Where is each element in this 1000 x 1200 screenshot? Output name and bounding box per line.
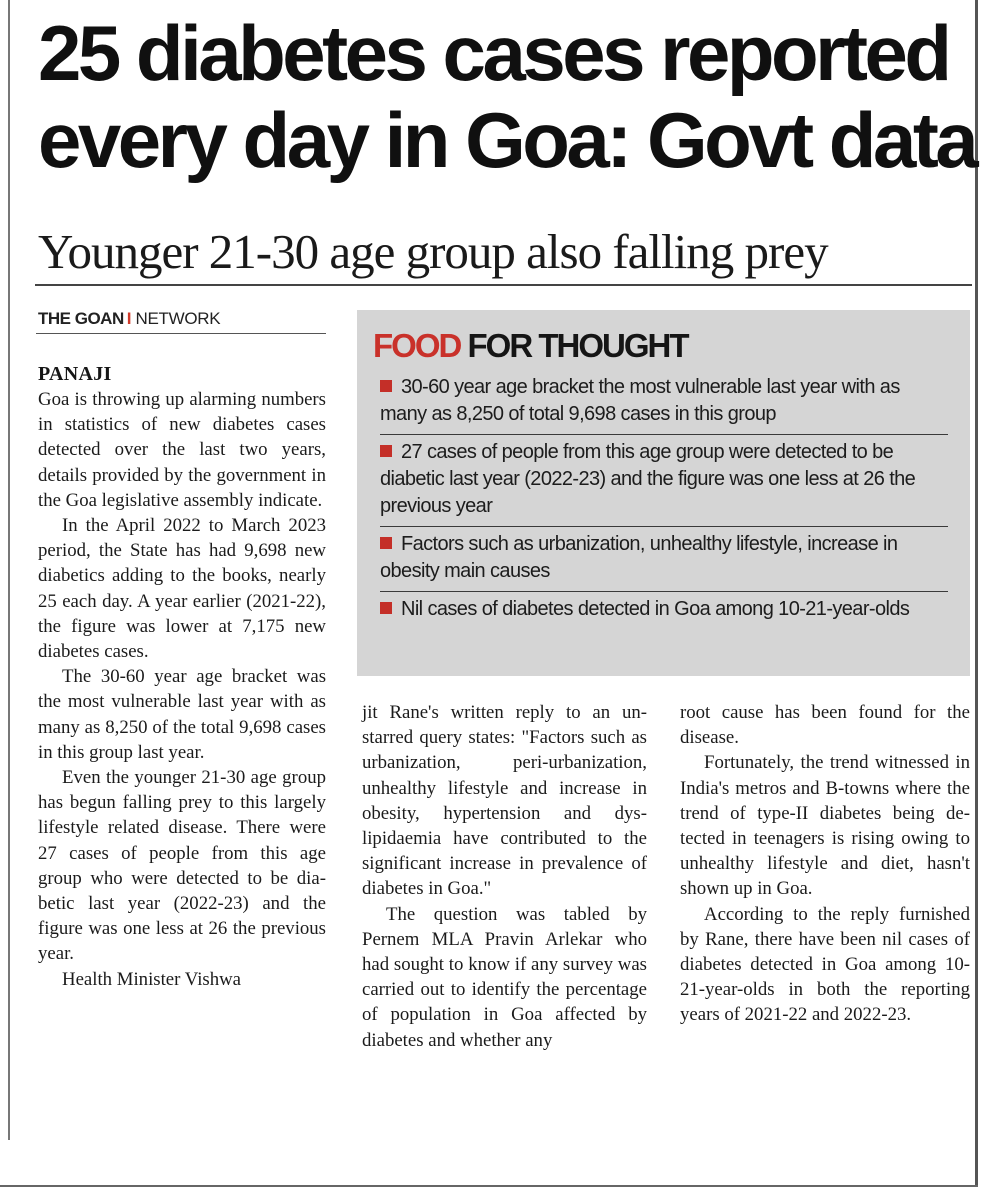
factbox-item (380, 527, 948, 592)
dateline: PANAJI (38, 363, 112, 385)
factbox-item-text: Factors such as urbanization, unhealthy lifestyle, increase in obesity main causes (380, 533, 898, 582)
page-frame-bottom (0, 1185, 978, 1187)
factbox-title-accent: FOOD (373, 327, 461, 364)
headline (38, 10, 978, 184)
paragraph: Even the younger 21-30 age group has begun falling prey to this largely lifestyle related disease. There were 27 cases of people from this age group who were detected to be diabetic last year (2022-23) and the figure was one less at 26 the previous year. (38, 767, 326, 965)
byline-separator: I (126, 309, 132, 328)
paragraph: The question was tabled by Pernem MLA Pravin Arlekar who had sought to know if any survey was carried out to identify the percentage of population in Goa affected by diabetes and whether any (362, 903, 647, 1051)
article-column-3 (680, 700, 970, 1028)
paragraph: The 30-60 year age bracket was the most vulnerable last year with as many as 8,250 of the total 9,698 cases in this group last year. (38, 666, 326, 763)
byline-desk: NETWORK (135, 309, 221, 328)
factbox-list (357, 370, 970, 629)
article-column-1 (38, 387, 326, 992)
factbox-item-text: 27 cases of people from this age group were detected to be diabetic last year (2022-23) and the figure was one less at 26 the previous year (380, 441, 916, 517)
byline-org: THE GOAN (38, 309, 124, 328)
page-frame-left (8, 0, 10, 1140)
paragraph: root cause has been found for the disease. (680, 702, 970, 749)
factbox-item-text: Nil cases of diabetes detected in Goa among 10-21-year-olds (401, 598, 910, 620)
factbox-item-text: 30-60 year age bracket the most vulnerable last year with as many as 8,250 of total 9,698 cases in this group (380, 376, 900, 425)
red-square-bullet-icon (380, 602, 392, 614)
paragraph: Health Minister Vishwa (62, 968, 242, 990)
red-square-bullet-icon (380, 445, 392, 457)
food-for-thought-box (357, 310, 970, 676)
red-square-bullet-icon (380, 537, 392, 549)
subheadline: Younger 21-30 age group also falling prey (38, 224, 828, 279)
red-square-bullet-icon (380, 380, 392, 392)
byline-divider (36, 333, 326, 334)
paragraph: According to the reply furnished by Rane, there have been nil cases of diabetes detected in Goa among 10-21-year-olds in both the reporting years of 2021-22 and 2022-23. (680, 903, 970, 1026)
factbox-item (380, 592, 948, 629)
paragraph: In the April 2022 to March 2023 period, the State has had 9,698 new diabetics adding to the books, nearly 25 each day. A year earlier (2021-22), the figure was lower at 7,175 new diabetes cases. (38, 515, 326, 663)
headline-line-1: 25 diabetes cases reported (38, 9, 949, 97)
factbox-item (380, 435, 948, 527)
factbox-title (373, 328, 687, 364)
article-column-2 (362, 700, 647, 1053)
paragraph: Goa is throwing up alarming numbers in statistics of new diabetes cases detected over the last two years, details provided by the government in the Goa legislative assembly indicate. (38, 389, 326, 511)
headline-line-2: every day in Goa: Govt data (38, 96, 976, 184)
byline (38, 309, 220, 329)
paragraph: jit Rane's written reply to an un-starred query states: "Factors such as urbanization, peri-urbanization, unhealthy lifestyle and increase in obesity, hypertension and dyslipidaemia have contributed to the significant increase in prevalence of diabetes in Goa." (362, 702, 647, 900)
factbox-item (380, 370, 948, 435)
headline-divider (35, 284, 972, 286)
factbox-title-rest: FOR THOUGHT (467, 327, 688, 364)
paragraph: Fortunately, the trend witnessed in India's metros and B-towns where the trend of type-II diabetes being detected in teenagers is rising owing to unhealthy lifestyle and diet, hasn't shown up in Goa. (680, 752, 970, 900)
